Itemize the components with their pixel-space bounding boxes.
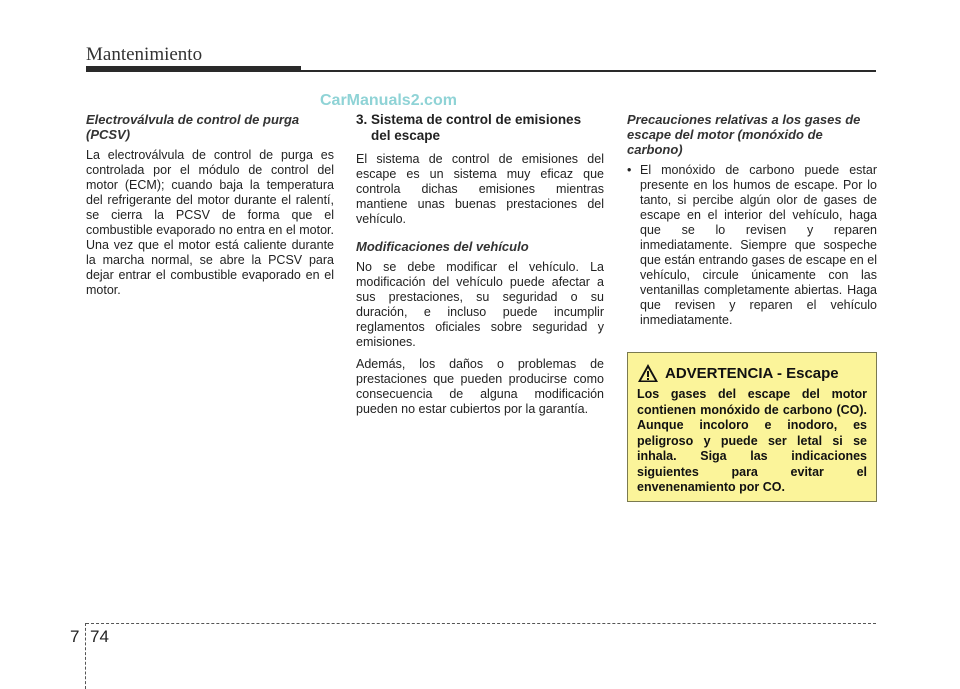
warning-triangle-icon xyxy=(637,363,659,383)
warranty-paragraph: Además, los daños o problemas de prestaciones que pueden producirse como consecuencia de alguna modificación pueden no estar cubiertos por la garantía. xyxy=(356,357,604,416)
warning-body: Los gases del escape del motor contienen monóxido de carbono (CO). Aunque incoloro e inodoro, es peligroso y puede ser letal si se inhala. Siga las indicaciones siguientes para evitar el envenenamiento por CO. xyxy=(637,387,867,494)
footer-vertical-rule xyxy=(85,623,86,689)
footer-rule xyxy=(86,623,876,624)
column-1 xyxy=(86,112,334,305)
pcsv-paragraph: La electroválvula de control de purga es controlada por el módulo de control del motor (ECM); cuando baja la temperatura del refrigerante del motor durante el ralentí, se cierra la PCSV de forma que el combustible evaporado no entra en el motor. Una vez que el motor está caliente durante la marcha normal, se abre la PCSV para dejar entrar el combustible evaporado en el motor. xyxy=(86,148,334,297)
warning-box xyxy=(627,352,877,502)
exhaust-precautions-subhead: Precauciones relativas a los gases de escape del motor (monóxido de carbono) xyxy=(627,112,861,157)
carbon-monoxide-bullet-text: El monóxido de carbono puede estar presente en los humos de escape. Por lo tanto, si percibe algún olor de gases de escape en el interior del vehículo, haga que se lo revisen y reparen inmediatamente. Siempre que sospeche que están entrando gases de escape en el vehículo, circule únicamente con las ventanillas completamente abiertas. Haga que revisen y reparen el vehículo inmediatamente. xyxy=(640,163,877,327)
emissions-paragraph: El sistema de control de emisiones del escape es un sistema muy eficaz que controla dichas emisiones mientras mantiene unas buenas prestaciones del vehículo. xyxy=(356,152,604,226)
warning-title: ADVERTENCIA - Escape xyxy=(665,364,839,382)
emissions-section-title: 3. Sistema de control de emisiones del escape xyxy=(356,112,582,143)
modifications-paragraph: No se debe modificar el vehículo. La modificación del vehículo puede afectar a sus prestaciones, su seguridad o su duración, e incluso puede incumplir reglamentos oficiales sobre seguridad y emisiones. xyxy=(356,260,604,349)
column-3 xyxy=(627,112,877,328)
header-rule-thick xyxy=(86,66,301,72)
section-title-header: Mantenimiento xyxy=(86,44,203,65)
header-rule-thin xyxy=(301,70,876,72)
modifications-subhead: Modificaciones del vehículo xyxy=(356,239,529,254)
pcsv-subhead: Electroválvula de control de purga (PCSV) xyxy=(86,112,300,142)
warning-header xyxy=(637,363,867,383)
bullet-icon: • xyxy=(627,163,632,177)
column-2 xyxy=(356,112,604,424)
page-number: 74 xyxy=(90,627,109,646)
list-item xyxy=(627,163,877,328)
watermark-logo: CarManuals2.com xyxy=(320,92,457,109)
chapter-number: 7 xyxy=(70,627,80,646)
